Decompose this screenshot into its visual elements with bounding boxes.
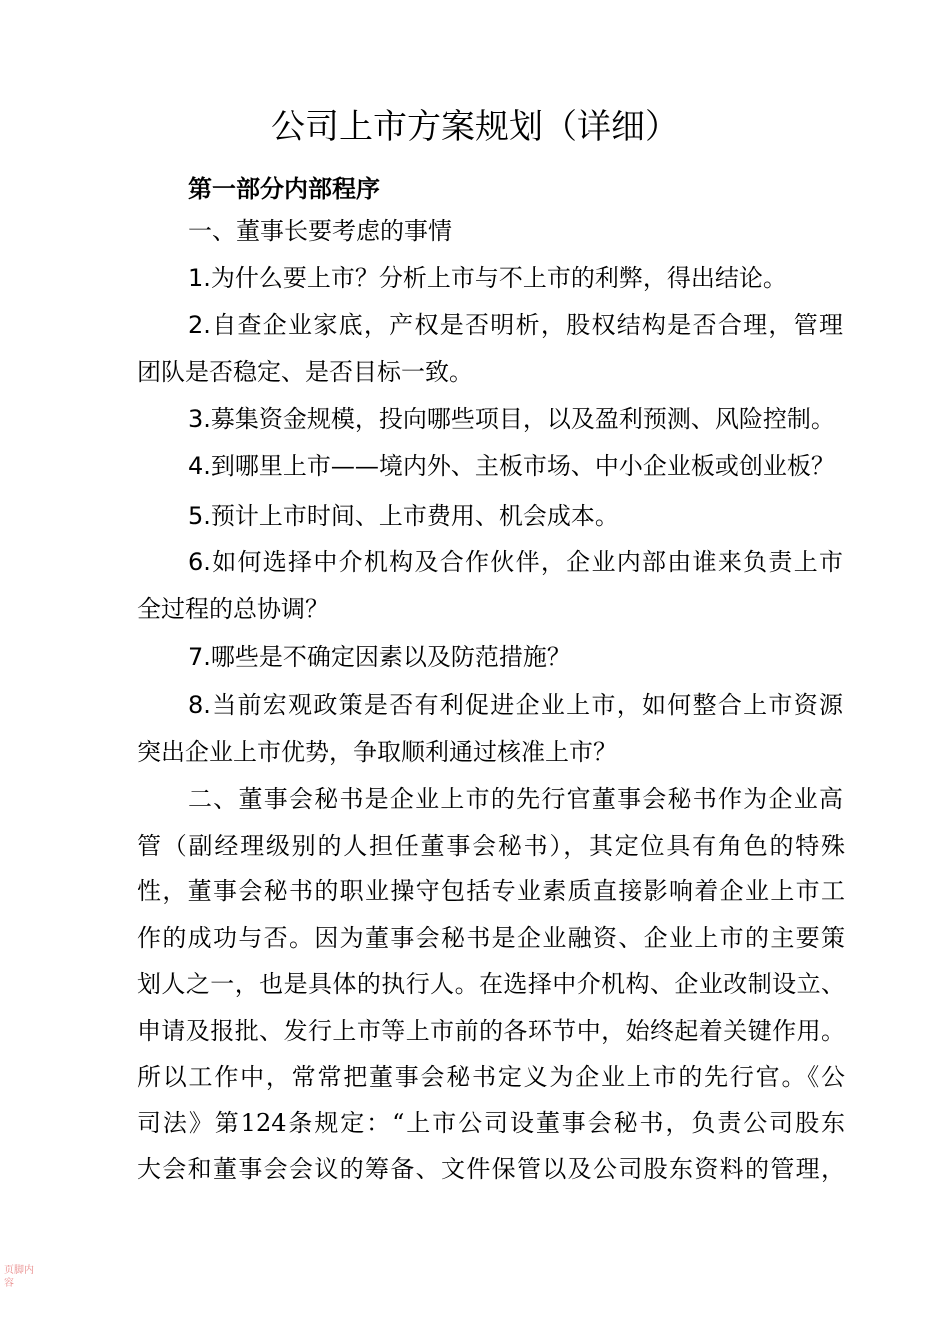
list-item xyxy=(188,497,619,535)
item-number: 2. xyxy=(188,311,211,339)
item-text: 自查企业家底，产权是否明析，股权结构是否合理，管理 xyxy=(210,311,843,339)
section-one-heading: 一、董事长要考虑的事情 xyxy=(188,217,452,245)
list-item xyxy=(188,638,571,676)
list-item xyxy=(188,686,843,724)
section-two-line: 大会和董事会会议的筹备、文件保管以及公司股东资料的管理， xyxy=(137,1155,845,1183)
section-two-line: 申请及报批、发行上市等上市前的各环节中，始终起着关键作用。 xyxy=(137,1017,845,1045)
item-number: 8. xyxy=(188,691,211,719)
part-heading: 第一部分内部程序 xyxy=(188,175,380,203)
item-number: 6. xyxy=(188,548,211,576)
footer-note: 页脚内容 xyxy=(4,1265,34,1289)
section-two-line: 性，董事会秘书的职业操守包括专业素质直接影响着企业上市工 xyxy=(137,877,845,905)
item-text: 哪些是不确定因素以及防范措施？ xyxy=(210,643,571,671)
item-number: 1. xyxy=(188,264,211,292)
list-item xyxy=(188,447,835,485)
list-item xyxy=(188,306,843,344)
section-two-line: 二、董事会秘书是企业上市的先行官董事会秘书作为企业高 xyxy=(188,785,843,813)
list-item xyxy=(188,400,835,438)
item-number: 7. xyxy=(188,643,211,671)
item-text: 当前宏观政策是否有利促进企业上市，如何整合上市资源 xyxy=(210,691,843,719)
item-text: 到哪里上市——境内外、主板市场、中小企业板或创业板？ xyxy=(210,452,835,480)
section-two-line: 作的成功与否。因为董事会秘书是企业融资、企业上市的主要策 xyxy=(137,924,845,952)
item-text: 募集资金规模，投向哪些项目，以及盈利预测、风险控制。 xyxy=(210,405,835,433)
item-number: 4. xyxy=(188,452,211,480)
section-two-line: 划人之一，也是具体的执行人。在选择中介机构、企业改制设立、 xyxy=(137,970,845,998)
item-text: 为什么要上市？分析上市与不上市的利弊，得出结论。 xyxy=(210,264,787,292)
document-title: 公司上市方案规划（详细） xyxy=(271,107,679,147)
item-number: 3. xyxy=(188,405,211,433)
list-item xyxy=(188,543,843,581)
item-text: 预计上市时间、上市费用、机会成本。 xyxy=(210,502,619,530)
item-number: 5. xyxy=(188,502,211,530)
item-text-continued: 团队是否稳定、是否目标一致。 xyxy=(137,358,473,386)
item-text-continued: 全过程的总协调？ xyxy=(137,595,329,623)
item-text-continued: 突出企业上市优势，争取顺利通过核准上市？ xyxy=(137,738,617,766)
item-text: 如何选择中介机构及合作伙伴，企业内部由谁来负责上市 xyxy=(210,548,843,576)
list-item xyxy=(188,259,787,297)
section-two-line: 所以工作中，常常把董事会秘书定义为企业上市的先行官。《公 xyxy=(137,1063,845,1091)
section-two-line: 司法》第124条规定：“上市公司设董事会秘书，负责公司股东 xyxy=(137,1109,845,1137)
section-two-line: 管（副经理级别的人担任董事会秘书），其定位具有角色的特殊 xyxy=(137,832,845,860)
